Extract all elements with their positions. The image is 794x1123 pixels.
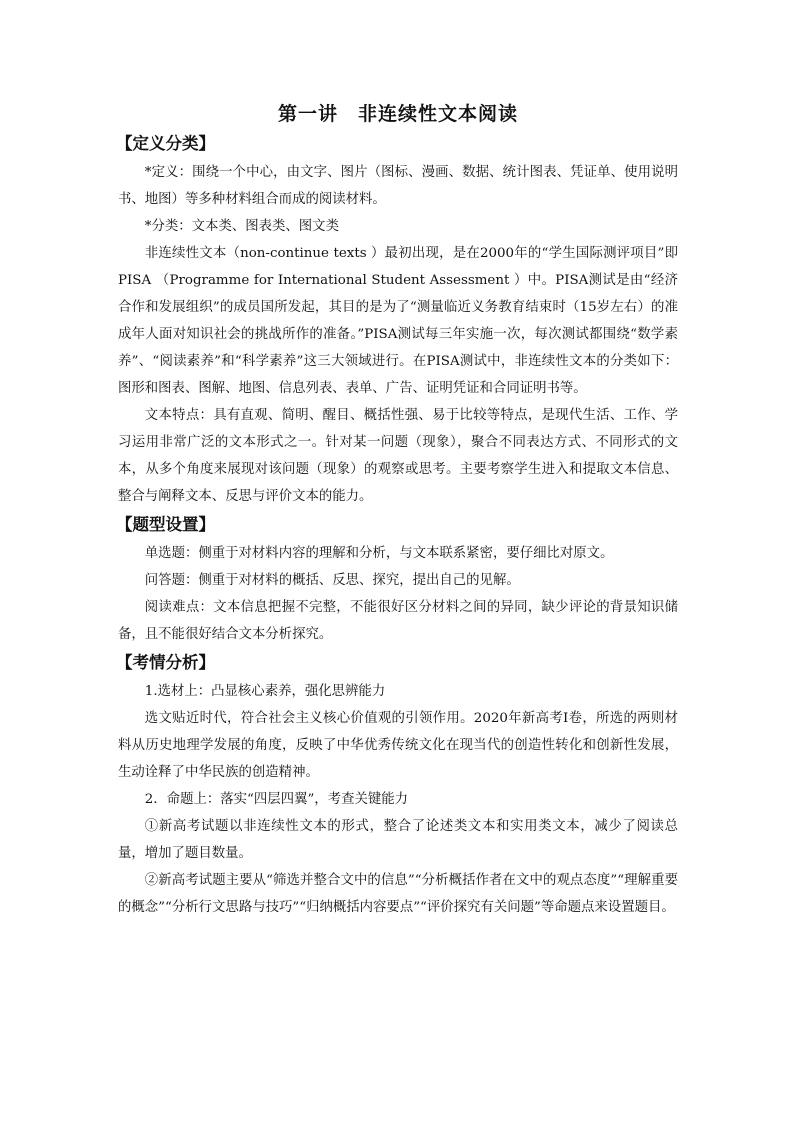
page-title: 第一讲 非连续性文本阅读 bbox=[277, 103, 518, 125]
text-features-paragraph: 文本特点：具有直观、简明、醒目、概括性强、易于比较等特点，是现代生活、工作、学习运用非常广泛的文本形式之一。针对某一问题（现象），聚合不同表达方式、不同形式的文本，从多个角度来展现对该问题（现象）的观察或思考。主要考察学生进入和提取文本信息、整合与阐释文本、反思与评价文本的能力。 bbox=[118, 408, 678, 504]
classification-paragraph: *分类：文本类、图表类、图文类 bbox=[144, 219, 339, 234]
pisa-paragraph: 非连续性文本（non-continue texts ）最初出现，是在2000年的“学生国际测评项目”即PISA （Programme for International Student Assessment ）中。PISA测试是由“经济合作和发展组织”的成员国所发起，其目的是为了“测量临近义务教育结束时（15岁左右）的准成年人面对知识社会的挑战所作的准备。”PISA测试每三年实施一次，每次测试都围绕“数学素养”、“阅读素养”和“科学素养”这三大领域进行。在PISA测试中，非连续性文本的分类如下：图形和图表、图解、地图、信息列表、表单、广告、证明凭证和合同证明书等。 bbox=[118, 246, 678, 396]
document-page bbox=[118, 100, 678, 921]
section-heading-analysis: 【考情分析】 bbox=[116, 653, 215, 672]
material-selection-heading: 1.选材上：凸显核心素养，强化思辨能力 bbox=[144, 684, 386, 699]
section-heading-question-types: 【题型设置】 bbox=[116, 515, 215, 534]
definition-paragraph: *定义：围绕一个中心，由文字、图片（图标、漫画、数据、统计图表、凭证单、使用说明书、地图）等多种材料组合而成的阅读材料。 bbox=[118, 165, 678, 207]
proposition-point-2: ②新高考试题主要从“筛选并整合文中的信息”“分析概括作者在文中的观点态度”“理解重要的概念”“分析行文思路与技巧”“归纳概括内容要点”“评价探究有关问题”等命题点来设置题目。 bbox=[118, 873, 678, 915]
proposition-point-1: ①新高考试题以非连续性文本的形式，整合了论述类文本和实用类文本，减少了阅读总量，增加了题目数量。 bbox=[118, 819, 678, 861]
proposition-heading: 2．命题上：落实“四层四翼”，考查关键能力 bbox=[144, 792, 409, 807]
material-selection-paragraph: 选文贴近时代，符合社会主义核心价值观的引领作用。2020年新高考Ⅰ卷，所选的两则材料从历史地理学发展的角度，反映了中华优秀传统文化在现当代的创造性转化和创新性发展，生动诠释了中华民族的创造精神。 bbox=[118, 711, 678, 780]
difficulty-paragraph: 阅读难点：文本信息把握不完整，不能很好区分材料之间的异同，缺少评论的背景知识储备，且不能很好结合文本分析探究。 bbox=[118, 600, 678, 642]
single-choice-paragraph: 单选题：侧重于对材料内容的理解和分析，与文本联系紧密，要仔细比对原文。 bbox=[144, 546, 614, 561]
short-answer-paragraph: 问答题：侧重于对材料的概括、反思、探究，提出自己的见解。 bbox=[144, 573, 520, 588]
section-heading-definition: 【定义分类】 bbox=[116, 134, 215, 153]
